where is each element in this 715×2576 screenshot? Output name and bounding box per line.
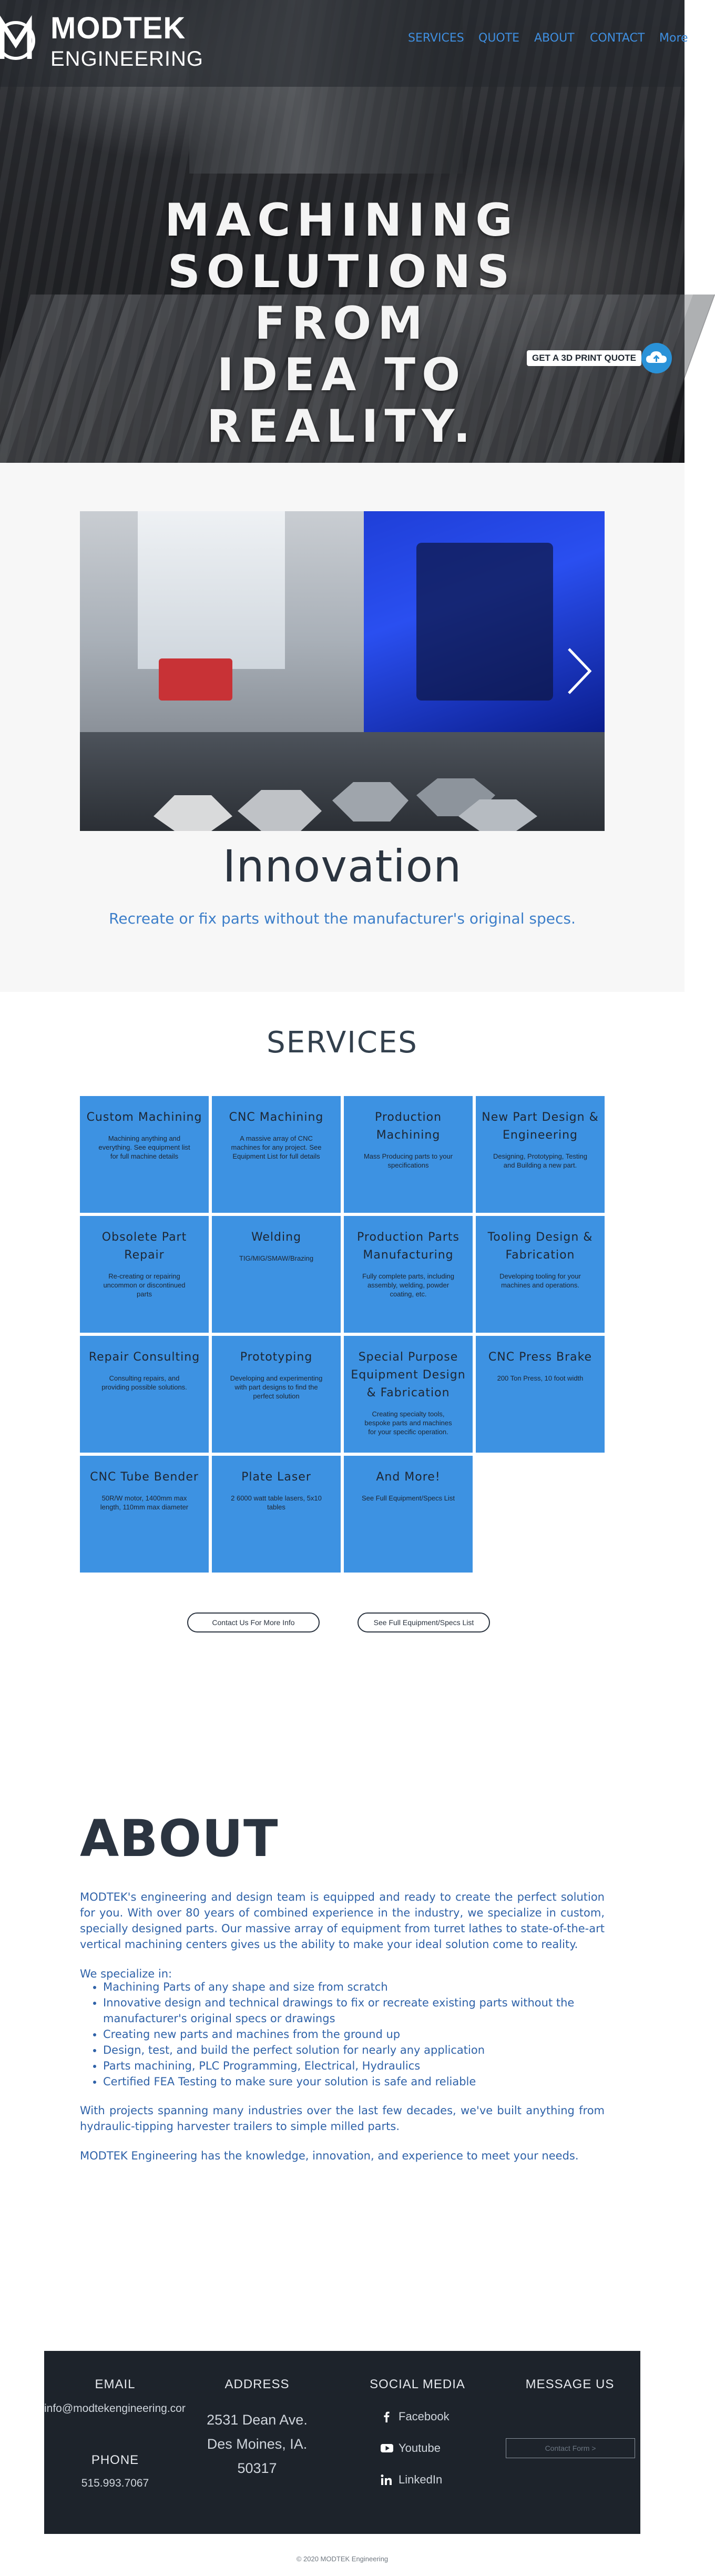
service-card-desc: Machining anything and everything. See equipment list for full machine details: [98, 1134, 190, 1160]
service-card[interactable]: [344, 1336, 473, 1453]
service-card-title: Repair Consulting: [88, 1351, 200, 1364]
footer: [44, 2351, 640, 2534]
linkedin-icon: [381, 2474, 392, 2486]
chevron-right-icon[interactable]: [563, 646, 594, 696]
list-item: • Machining Parts of any shape and size from scratch: [103, 1979, 605, 1995]
social-heading: SOCIAL MEDIA: [370, 2377, 465, 2391]
about-body: [80, 1889, 605, 1982]
service-card[interactable]: [476, 1216, 605, 1333]
service-card-desc: TIG/MIG/SMAW/Brazing: [239, 1254, 314, 1262]
service-card[interactable]: [212, 1336, 341, 1453]
service-card[interactable]: [476, 1336, 605, 1453]
equipment-list-button[interactable]: See Full Equipment/Specs List: [358, 1612, 490, 1632]
email-link[interactable]: info@modtekengineering.cor: [44, 2402, 186, 2415]
service-card-title: Welding: [251, 1231, 302, 1244]
address-line: Des Moines, IA.: [207, 2436, 308, 2452]
list-item: • Design, test, and build the perfect solution for nearly any application: [103, 2042, 605, 2058]
service-card-desc: A massive array of CNC machines for any project. See Equipment List for full details: [231, 1134, 322, 1160]
address-line: 50317: [237, 2460, 277, 2476]
service-card[interactable]: [80, 1216, 209, 1333]
facebook-icon: [381, 2411, 392, 2422]
address-line: 2531 Dean Ave.: [207, 2412, 308, 2428]
phone-link[interactable]: 515.993.7067: [81, 2477, 149, 2489]
contact-more-info-button[interactable]: Contact Us For More Info: [187, 1612, 320, 1632]
innovation-slideshow[interactable]: [80, 511, 605, 831]
service-card-title: Tooling Design & Fabrication: [487, 1231, 593, 1262]
service-card[interactable]: [80, 1096, 209, 1213]
service-card-title: And More!: [376, 1470, 441, 1484]
service-card-title: New Part Design & Engineering: [482, 1111, 599, 1142]
service-card-desc: Consulting repairs, and providing possible solutions.: [101, 1374, 187, 1391]
about-intro: MODTEK's engineering and design team is equipped and ready to create the perfect solution for you. With over 80 years of combined experience in the industry, we specialize in custom, specially designed parts. Our massive array of equipment from turret lathes to state-of-the-art vertical machining centers gives us the ability to make your ideal solution come to reality.: [80, 1891, 605, 1951]
service-card-desc: Designing, Prototyping, Testing and Building a new part.: [493, 1152, 587, 1169]
services-title: SERVICES: [267, 1026, 418, 1060]
service-card-desc: 2 6000 watt table lasers, 5x10 tables: [231, 1494, 322, 1511]
slide-red-tooling: [159, 658, 232, 701]
service-card[interactable]: [344, 1096, 473, 1213]
nav-more[interactable]: More: [659, 32, 688, 45]
service-card-desc: Re-creating or repairing uncommon or discontinued parts: [103, 1272, 186, 1298]
copyright: © 2020 MODTEK Engineering: [296, 2555, 389, 2563]
innovation-title: Innovation: [222, 840, 462, 892]
youtube-label: Youtube: [399, 2441, 441, 2455]
list-item: • Creating new parts and machines from the ground up: [103, 2026, 605, 2042]
address-heading: ADDRESS: [224, 2377, 290, 2391]
hero-title-line: SOLUTIONS FROM: [167, 246, 516, 350]
service-card-title: Custom Machining: [86, 1111, 202, 1124]
service-card-title: Plate Laser: [241, 1470, 311, 1484]
service-card-title: Production Machining: [374, 1111, 442, 1142]
service-card-title: Obsolete Part Repair: [101, 1231, 187, 1262]
message-heading: MESSAGE US: [525, 2377, 615, 2391]
hero-title-line: IDEA TO REALITY.: [207, 349, 477, 453]
youtube-icon: [381, 2442, 393, 2454]
service-card-title: CNC Tube Bender: [90, 1470, 199, 1484]
service-card[interactable]: [80, 1336, 209, 1453]
facebook-label: Facebook: [399, 2410, 450, 2423]
about-specialize-label: We specialize in:: [80, 1968, 172, 1980]
nav-about[interactable]: ABOUT: [534, 32, 575, 45]
about-projects-paragraph: With projects spanning many industries over the last few decades, we've built anything from hydraulic-tipping harvester trailers to simple milled parts.: [80, 2104, 605, 2133]
nav-contact[interactable]: CONTACT: [590, 32, 645, 45]
about-more: [80, 2103, 605, 2164]
linkedin-label: LinkedIn: [399, 2473, 443, 2486]
phone-heading: PHONE: [91, 2453, 139, 2467]
service-card[interactable]: [80, 1456, 209, 1573]
nav-quote[interactable]: QUOTE: [478, 32, 520, 45]
slide-window: [138, 511, 285, 669]
hero-title-line: MACHINING: [165, 194, 519, 247]
list-item: • Innovative design and technical drawings to fix or recreate existing parts without the manufacturer's original specs or drawings: [103, 1995, 605, 2026]
address: [202, 2408, 312, 2480]
innovation-subtitle: Recreate or fix parts without the manufacturer's original specs.: [109, 910, 576, 927]
service-card-title: Production Parts Manufacturing: [357, 1231, 459, 1262]
upload-quote-button[interactable]: [641, 343, 672, 373]
service-card-title: Prototyping: [240, 1351, 313, 1364]
slide-machine-panel: [416, 543, 553, 701]
hero-title: [105, 195, 578, 452]
service-card-title: CNC Press Brake: [488, 1351, 593, 1364]
service-card-desc: Creating specialty tools, bespoke parts and machines for your specific operation.: [364, 1410, 452, 1436]
service-card-desc: 50R/W motor, 1400mm max length, 110mm max diameter: [100, 1494, 189, 1511]
service-card[interactable]: [344, 1456, 473, 1573]
about-closing-paragraph: MODTEK Engineering has the knowledge, innovation, and experience to meet your needs.: [80, 2149, 579, 2162]
upload-cloud-icon: [641, 343, 672, 373]
service-card[interactable]: [476, 1096, 605, 1213]
contact-form-button[interactable]: Contact Form >: [506, 2438, 635, 2458]
list-item: • Certified FEA Testing to make sure your solution is safe and reliable: [103, 2074, 605, 2090]
service-card-desc: Mass Producing parts to your specifications: [363, 1152, 453, 1169]
about-title: ABOUT: [80, 1809, 279, 1868]
service-card[interactable]: [212, 1096, 341, 1213]
service-card-desc: 200 Ton Press, 10 foot width: [497, 1374, 584, 1382]
hero-section: [0, 0, 688, 463]
innovation-section: [0, 463, 685, 992]
print-quote-button[interactable]: GET A 3D PRINT QUOTE: [527, 350, 641, 366]
service-card-title: CNC Machining: [229, 1111, 324, 1124]
service-card-desc: See Full Equipment/Specs List: [361, 1494, 455, 1502]
service-card[interactable]: [212, 1216, 341, 1333]
list-item: • Parts machining, PLC Programming, Electrical, Hydraulics: [103, 2058, 605, 2074]
slide-hex-parts: [132, 737, 564, 831]
service-card-desc: Developing tooling for your machines and operations.: [499, 1272, 581, 1289]
service-card[interactable]: [212, 1456, 341, 1573]
service-card-title: Special Purpose Equipment Design & Fabrication: [351, 1351, 466, 1399]
header-bar: [0, 0, 688, 87]
nav-services[interactable]: SERVICES: [408, 32, 464, 45]
about-specialties-list: [103, 1979, 605, 2090]
service-card-desc: Developing and experimenting with part designs to find the perfect solution: [230, 1374, 323, 1400]
logo-m-icon[interactable]: [0, 12, 41, 69]
service-card-desc: Fully complete parts, including assembly, welding, powder coating, etc.: [362, 1272, 454, 1298]
email-heading: EMAIL: [95, 2377, 136, 2391]
logo-subtitle[interactable]: ENGINEERING: [50, 47, 204, 70]
logo-name[interactable]: MODTEK: [50, 11, 186, 45]
service-card[interactable]: [344, 1216, 473, 1333]
